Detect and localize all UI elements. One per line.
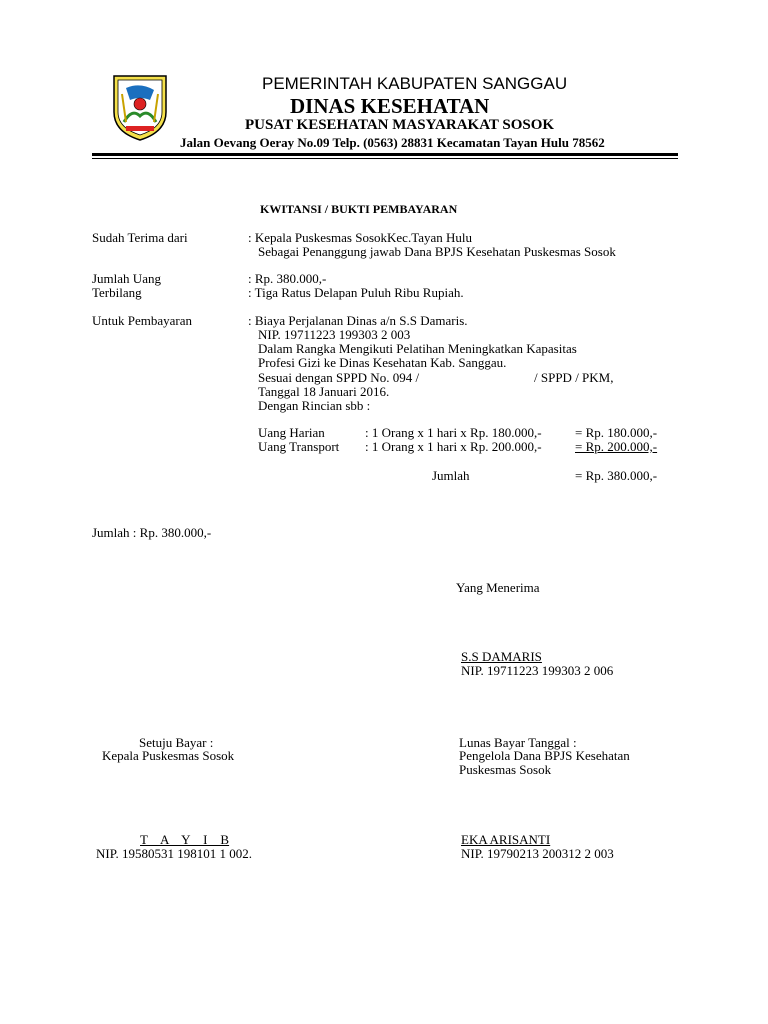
amount-label: Jumlah Uang <box>92 271 161 286</box>
letterhead-divider-thick <box>92 153 678 156</box>
approver-nip: NIP. 19580531 198101 1 002. <box>96 846 253 861</box>
received-from-label: Sudah Terima dari <box>92 230 188 245</box>
detail-calc: : 1 Orang x 1 hari x Rp. 200.000,- <box>365 439 542 454</box>
purpose-line: / SPPD / PKM, <box>534 370 614 385</box>
received-from-value-cont: Sebagai Penanggung jawab Dana BPJS Kesehatan Puskesmas Sosok <box>258 244 616 259</box>
recipient-name: S.S DAMARIS <box>461 649 542 664</box>
manager-title-cont: Puskesmas Sosok <box>459 762 552 777</box>
sum-value: = Rp. 380.000,- <box>575 468 658 483</box>
purpose-line: Profesi Gizi ke Dinas Kesehatan Kab. Sanggau. <box>258 355 507 370</box>
detail-label: Uang Harian <box>258 425 325 440</box>
purpose-line: Tanggal 18 Januari 2016. <box>258 384 390 399</box>
purpose-line: NIP. 19711223 199303 2 003 <box>258 327 411 342</box>
received-from-value: : Kepala Puskesmas SosokKec.Tayan Hulu <box>248 230 473 245</box>
detail-total: = Rp. 180.000,- <box>575 425 658 440</box>
recipient-caption: Yang Menerima <box>456 580 540 595</box>
manager-nip: NIP. 19790213 200312 2 003 <box>461 846 614 861</box>
sum-label: Jumlah <box>432 468 470 483</box>
spelled-amount-value: : Tiga Ratus Delapan Puluh Ribu Rupiah. <box>248 285 464 300</box>
detail-calc: : 1 Orang x 1 hari x Rp. 180.000,- <box>365 425 542 440</box>
detail-label: Uang Transport <box>258 439 340 454</box>
detail-total: = Rp. 200.000,- <box>575 439 658 454</box>
purpose-line: Dengan Rincian sbb : <box>258 398 371 413</box>
spelled-amount-label: Terbilang <box>92 285 142 300</box>
manager-title: Pengelola Dana BPJS Kesehatan <box>459 748 630 763</box>
recipient-nip: NIP. 19711223 199303 2 006 <box>461 663 614 678</box>
letterhead-center: PUSAT KESEHATAN MASYARAKAT SOSOK <box>245 117 555 133</box>
purpose-label: Untuk Pembayaran <box>92 313 193 328</box>
letterhead-divider-thin <box>92 158 678 159</box>
approver-title: Kepala Puskesmas Sosok <box>102 748 235 763</box>
manager-name: EKA ARISANTI <box>461 832 551 847</box>
total-amount: Jumlah : Rp. 380.000,- <box>92 525 212 540</box>
purpose-line: Sesuai dengan SPPD No. 094 / <box>258 370 420 385</box>
amount-value: : Rp. 380.000,- <box>248 271 327 286</box>
approver-name: T A Y I B <box>140 832 230 847</box>
purpose-line: Dalam Rangka Mengikuti Pelatihan Meningkatkan Kapasitas <box>258 341 577 356</box>
letterhead-address: Jalan Oevang Oeray No.09 Telp. (0563) 28831 Kecamatan Tayan Hulu 78562 <box>180 135 605 150</box>
approver-caption: Setuju Bayar : <box>139 735 214 750</box>
letterhead-government: PEMERINTAH KABUPATEN SANGGAU <box>262 74 568 93</box>
regency-emblem-logo <box>108 72 172 142</box>
letterhead-agency: DINAS KESEHATAN <box>290 94 490 118</box>
purpose-line: : Biaya Perjalanan Dinas a/n S.S Damaris. <box>248 313 468 328</box>
document-title: KWITANSI / BUKTI PEMBAYARAN <box>260 202 458 216</box>
manager-caption: Lunas Bayar Tanggal : <box>459 735 577 750</box>
